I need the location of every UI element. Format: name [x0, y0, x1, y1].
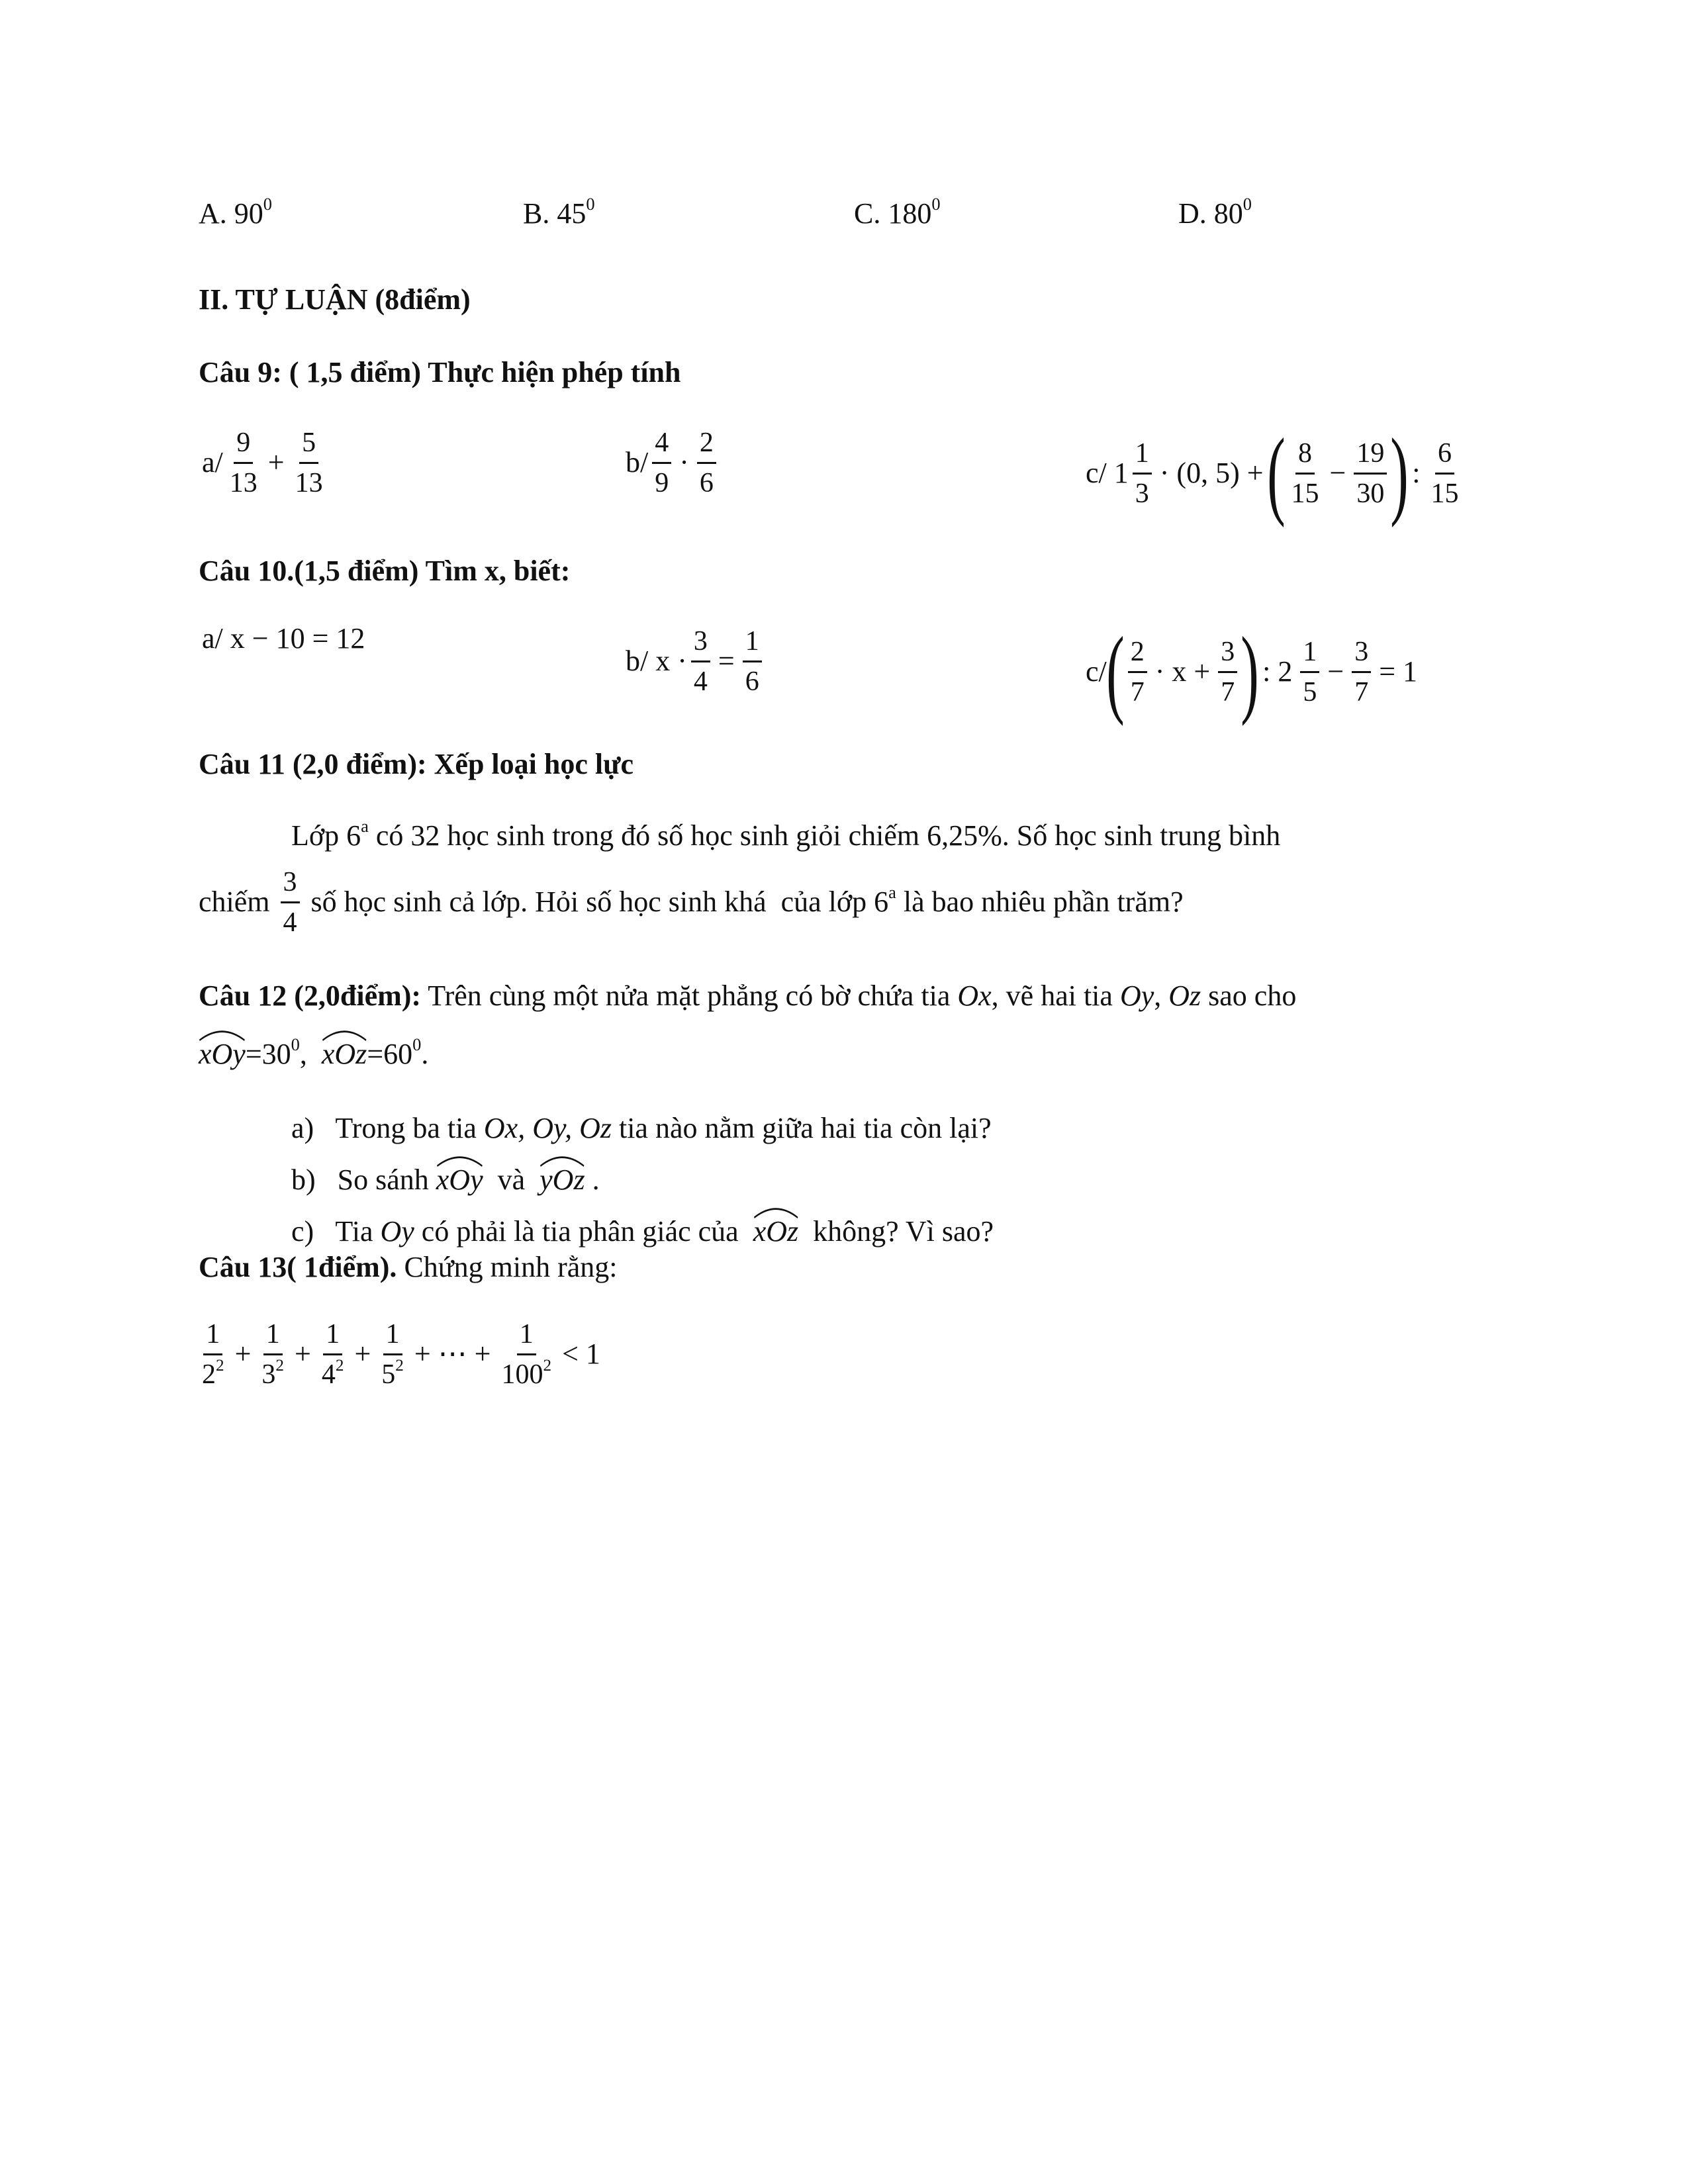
q9-b-expr: b/ $\frac{4}{9}$ · $\frac{2}{6}$	[626, 429, 720, 497]
q12-item-c: c) Tia Oy có phải là tia phân giác của xOz không? Vì sao?	[291, 1215, 994, 1249]
fraction: $\frac{8}{15}$	[1291, 437, 1319, 509]
q11-line2: chiếm $\frac{3}{4}$ số học sinh cả lớp. Hỏi số học sinh khá của lớp 6$^a$ là bao nhiêu phần trăm?	[199, 867, 1184, 938]
q11-title: Câu 11 (2,0 điểm): Xếp loại học lực	[199, 748, 634, 780]
fraction: $\frac{3}{4}$	[691, 627, 710, 696]
fraction: $\frac{5}{13}$	[295, 428, 323, 498]
option-a: A. $90^0$	[199, 194, 272, 230]
fraction: $\frac{4}{9}$	[652, 429, 671, 497]
q12-item-b: b) So sánh xOy và yOz .	[291, 1163, 600, 1197]
q12-line1: Câu 12 (2,0điểm): Trên cùng một nửa mặt phẳng có bờ chứa tia Ox, vẽ hai tia Oy, Oz sao cho	[199, 979, 1297, 1012]
fraction: $\frac{1}{5^2}$	[381, 1319, 404, 1390]
angle-xoy: xOy	[436, 1163, 483, 1197]
fraction: $\frac{3}{7}$	[1352, 638, 1371, 706]
angle-xoz: xOz	[322, 1038, 367, 1071]
section-title: II. TỰ LUẬN (8điểm)	[199, 283, 471, 316]
fraction: $\frac{1}{6}$	[743, 627, 762, 696]
fraction: $\frac{1}{3}$	[1133, 439, 1152, 508]
fraction: $\frac{1}{100^2}$	[501, 1319, 552, 1390]
q10-c-expr: c/ ( $\frac{2}{7}$ · x + $\frac{3}{7}$ ) : 2 $\frac{1}{5}$ − $\frac{3}{7}$ = 1	[1086, 617, 1418, 727]
fraction: $\frac{9}{13}$	[229, 428, 258, 498]
q9-title: Câu 9: ( 1,5 điểm) Thực hiện phép tính	[199, 356, 681, 388]
fraction: $\frac{1}{2^2}$	[202, 1319, 224, 1390]
q10-title: Câu 10.(1,5 điểm) Tìm x, biết:	[199, 555, 571, 587]
q12-item-a: a) Trong ba tia Ox, Oy, Oz tia nào nằm giữa hai tia còn lại?	[291, 1112, 992, 1144]
fraction: $\frac{3}{7}$	[1218, 638, 1237, 706]
angle-xoy: xOy	[199, 1038, 246, 1071]
angle-yoz: yOz	[539, 1163, 585, 1197]
fraction: $\frac{2}{6}$	[697, 429, 716, 497]
q10-b-expr: b/ x · $\frac{3}{4}$ = $\frac{1}{6}$	[626, 627, 766, 696]
q13-title-line: Câu 13( 1điểm). Chứng minh rằng:	[199, 1251, 618, 1283]
fraction: $\frac{1}{5}$	[1300, 638, 1319, 706]
fraction: $\frac{1}{4^2}$	[321, 1319, 344, 1390]
q12-line2: $xOy=30^0$, $xOz=60^0$.	[199, 1038, 428, 1071]
fraction: $\frac{3}{4}$	[281, 868, 300, 936]
fraction: $\frac{2}{7}$	[1128, 638, 1147, 706]
q9-c-expr: c/ 1 $\frac{1}{3}$ · (0, 5) + ( $\frac{8}{15}$ − $\frac{19}{30}$ ) : $\frac{6}{15}$	[1086, 424, 1466, 523]
q11-line1: Lớp 6$^a$ có 32 học sinh trong đó số học sinh giỏi chiếm 6,25%. Số học sinh trung bình	[291, 816, 1281, 852]
q10-a-expr: a/ x − 10 = 12	[202, 622, 365, 655]
fraction: $\frac{1}{3^2}$	[261, 1319, 285, 1390]
fraction: $\frac{19}{30}$	[1354, 439, 1387, 508]
option-d: D. $80^0$	[1178, 194, 1252, 230]
option-b: B. $45^0$	[523, 194, 595, 230]
q9-a-expr: a/ $\frac{9}{13}$ + $\frac{5}{13}$	[202, 429, 330, 497]
option-c: C. $180^0$	[854, 194, 941, 230]
angle-xoz: xOz	[753, 1215, 798, 1249]
q13-expr: $\frac{1}{2^2}$ + $\frac{1}{3^2}$ + $\frac{1}{4^2}$ + $\frac{1}{5^2}$ + ⋯ + $\frac{1}{100^2}$ < 1	[195, 1320, 604, 1388]
fraction: $\frac{6}{15}$	[1430, 437, 1459, 509]
